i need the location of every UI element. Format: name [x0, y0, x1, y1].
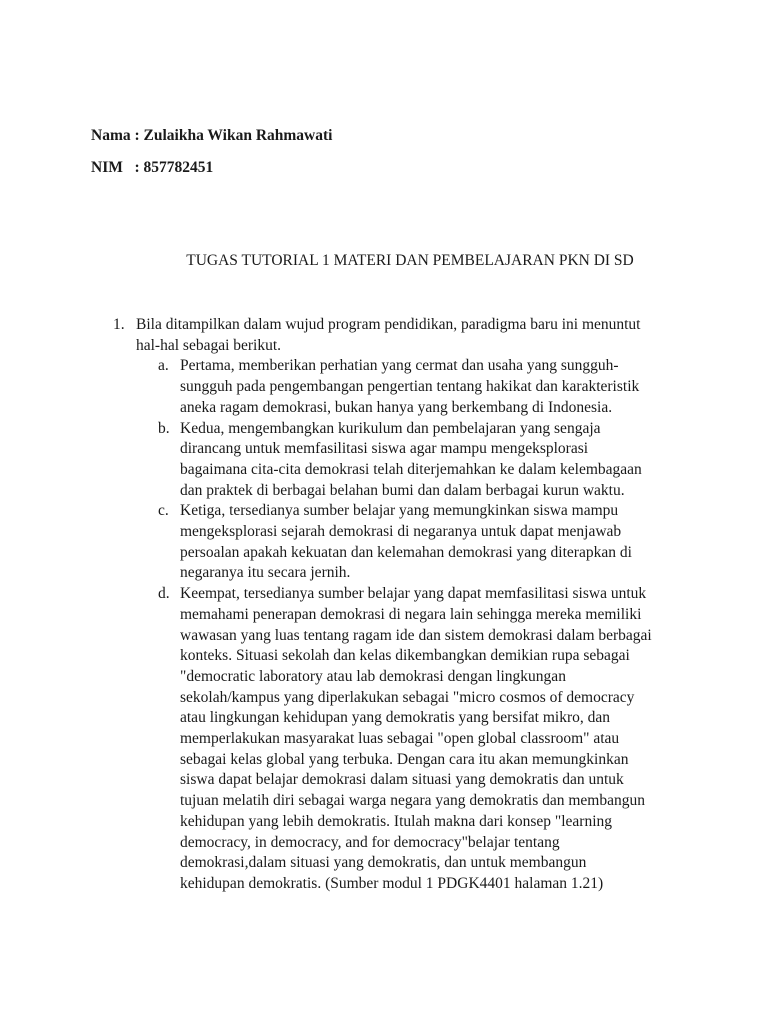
subitem-c-line: Ketiga, tersedianya sumber belajar yang memungkinkan siswa mampu	[180, 502, 619, 520]
subitem-a-line: aneka ragam demokrasi, bukan hanya yang berkembang di Indonesia.	[180, 398, 613, 416]
document-title: TUGAS TUTORIAL 1 MATERI DAN PEMBELAJARAN PKN DI SD	[186, 252, 634, 269]
subitem-d-line: Keempat, tersedianya sumber belajar yang dapat memfasilitasi siswa untuk	[180, 585, 647, 603]
subitem-b-line: bagaimana cita-cita demokrasi telah diterjemahkan ke dalam kelembagaan	[180, 460, 642, 478]
sublist-letter-c: c.	[158, 502, 169, 520]
sublist-letter-d: d.	[158, 585, 170, 603]
subitem-b-line: Kedua, mengembangkan kurikulum dan pembelajaran yang sengaja	[180, 419, 601, 437]
student-name: Nama : Zulaikha Wikan Rahmawati	[91, 127, 333, 144]
subitem-d-line: kehidupan demokratis. (Sumber modul 1 PDGK4401 halaman 1.21)	[180, 874, 604, 892]
subitem-d-line: demokrasi,dalam situasi yang demokratis, dan untuk membangun	[180, 854, 587, 872]
subitem-d-line: "democratic laboratory atau lab demokrasi dengan lingkungan	[180, 667, 566, 685]
subitem-d-line: atau lingkungan kehidupan yang demokratis yang bersifat mikro, dan	[180, 709, 611, 727]
item1-line: hal-hal sebagai berikut.	[136, 336, 282, 354]
sublist-letter-a: a.	[158, 357, 169, 375]
sublist-letter-b: b.	[158, 419, 170, 437]
subitem-d-line: siswa dapat belajar demokrasi dalam situasi yang demokratis dan untuk	[180, 771, 624, 789]
subitem-d-line: sebagai kelas global yang terbuka. Dengan cara itu akan memungkinkan	[180, 750, 629, 768]
subitem-d-line: democracy, in democracy, and for democracy"belajar tentang	[180, 833, 560, 851]
subitem-d-line: memahami penerapan demokrasi di negara lain sehingga mereka memiliki	[180, 605, 642, 623]
subitem-a-line: Pertama, memberikan perhatian yang cermat dan usaha yang sungguh-	[180, 357, 619, 375]
subitem-c-line: mengeksplorasi sejarah demokrasi di negaranya untuk dapat menjawab	[180, 523, 622, 540]
item1-line: Bila ditampilkan dalam wujud program pendidikan, paradigma baru ini menuntut	[136, 316, 641, 333]
subitem-c-line: negaranya itu secara jernih.	[180, 564, 351, 582]
student-nim: NIM : 857782451	[91, 159, 214, 176]
subitem-c-line: persoalan apakah kekuatan dan kelemahan demokrasi yang diterapkan di	[180, 543, 632, 561]
subitem-a-line: sungguh pada pengembangan pengertian tentang hakikat dan karakteristik	[180, 378, 640, 396]
subitem-d-line: kehidupan yang lebih demokratis. Itulah makna dari konsep "learning	[180, 812, 613, 830]
subitem-d-line: tujuan melatih diri sebagai warga negara yang demokratis dan membangun	[180, 792, 645, 810]
list-number-1: 1.	[113, 316, 125, 333]
subitem-d-line: memperlakukan masyarakat luas sebagai "open global classroom" atau	[180, 730, 620, 747]
subitem-b-line: dan praktek di berbagai belahan bumi dan dalam berbagai kurun waktu.	[180, 481, 625, 499]
subitem-d-line: konteks. Situasi sekolah dan kelas dikembangkan demikian rupa sebagai	[180, 647, 630, 665]
subitem-d-line: wawasan yang luas tentang ragam ide dan sistem demokrasi dalam berbagai	[180, 626, 652, 644]
subitem-d-line: sekolah/kampus yang diperlakukan sebagai "micro cosmos of democracy	[180, 688, 635, 706]
subitem-b-line: dirancang untuk memfasilitasi siswa agar mampu mengeksplorasi	[180, 440, 589, 458]
